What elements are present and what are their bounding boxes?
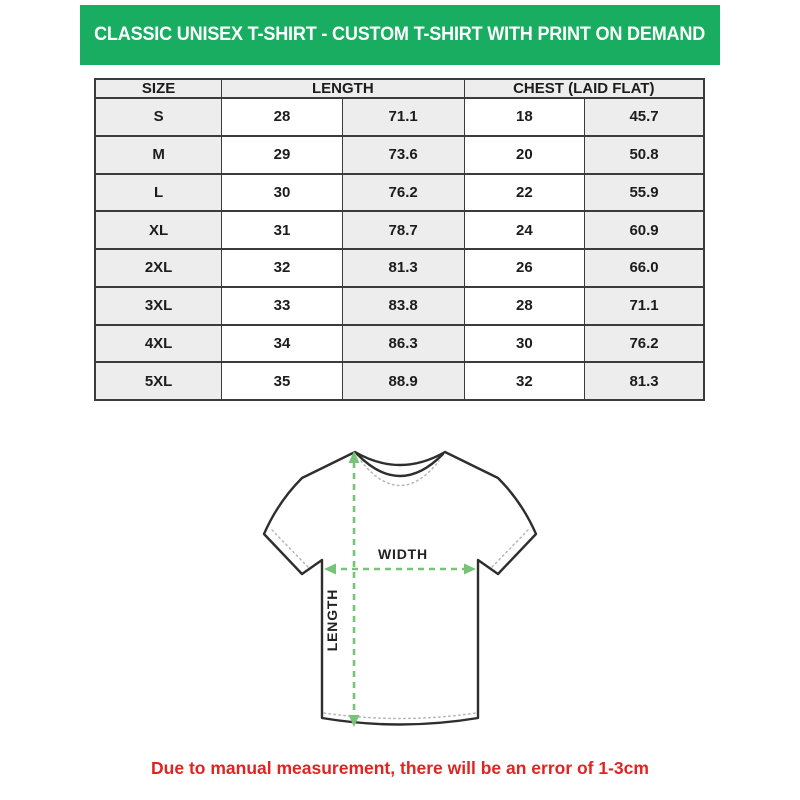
title-banner (80, 5, 720, 65)
length-cm-cell: 73.6 (342, 136, 464, 174)
col-header-chest: CHEST (LAID FLAT) (464, 79, 704, 98)
measurement-diagram (240, 430, 560, 750)
chest-in-cell: 30 (464, 325, 585, 363)
chest-cm-cell: 55.9 (585, 174, 704, 212)
size-cell: M (95, 136, 222, 174)
length-in-cell: 31 (222, 211, 343, 249)
size-cell: 4XL (95, 325, 222, 363)
col-header-size: SIZE (95, 79, 222, 98)
length-cm-cell: 83.8 (342, 287, 464, 325)
length-cm-cell: 81.3 (342, 249, 464, 287)
chest-in-cell: 22 (464, 174, 585, 212)
tshirt-outline (264, 452, 536, 725)
table-row-3xl (95, 287, 704, 325)
length-in-cell: 33 (222, 287, 343, 325)
chest-cm-cell: 71.1 (585, 287, 704, 325)
size-cell: 2XL (95, 249, 222, 287)
length-in-cell: 35 (222, 362, 343, 400)
chest-cm-cell: 60.9 (585, 211, 704, 249)
chest-cm-cell: 76.2 (585, 325, 704, 363)
table-header-row (95, 79, 704, 98)
length-in-cell: 32 (222, 249, 343, 287)
page-title: CLASSIC UNISEX T-SHIRT - CUSTOM T-SHIRT WITH PRINT ON DEMAND (94, 24, 706, 45)
length-cm-cell: 71.1 (342, 98, 464, 136)
length-cm-cell: 76.2 (342, 174, 464, 212)
table-row-l (95, 174, 704, 212)
length-cm-cell: 86.3 (342, 325, 464, 363)
chest-in-cell: 26 (464, 249, 585, 287)
size-chart-table (94, 78, 705, 401)
table-row-4xl (95, 325, 704, 363)
chest-in-cell: 20 (464, 136, 585, 174)
chest-cm-cell: 45.7 (585, 98, 704, 136)
size-cell: XL (95, 211, 222, 249)
length-in-cell: 34 (222, 325, 343, 363)
length-in-cell: 29 (222, 136, 343, 174)
chest-in-cell: 28 (464, 287, 585, 325)
measurement-error-note: Due to manual measurement, there will be an error of 1-3cm (151, 758, 649, 778)
size-cell: 3XL (95, 287, 222, 325)
chest-cm-cell: 66.0 (585, 249, 704, 287)
length-label: LENGTH (324, 588, 340, 652)
size-cell: L (95, 174, 222, 212)
table-row-2xl (95, 249, 704, 287)
length-cm-cell: 88.9 (342, 362, 464, 400)
chest-cm-cell: 81.3 (585, 362, 704, 400)
table-row-5xl (95, 362, 704, 400)
col-header-length: LENGTH (222, 79, 464, 98)
length-cm-cell: 78.7 (342, 211, 464, 249)
chest-cm-cell: 50.8 (585, 136, 704, 174)
size-chart (94, 78, 705, 401)
length-in-cell: 28 (222, 98, 343, 136)
chest-in-cell: 32 (464, 362, 585, 400)
width-label: WIDTH (378, 546, 428, 562)
length-in-cell: 30 (222, 174, 343, 212)
chest-in-cell: 18 (464, 98, 585, 136)
chest-in-cell: 24 (464, 211, 585, 249)
size-cell: S (95, 98, 222, 136)
table-row-xl (95, 211, 704, 249)
table-row-s (95, 98, 704, 136)
tshirt-diagram-svg (240, 430, 560, 750)
size-cell: 5XL (95, 362, 222, 400)
table-row-m (95, 136, 704, 174)
